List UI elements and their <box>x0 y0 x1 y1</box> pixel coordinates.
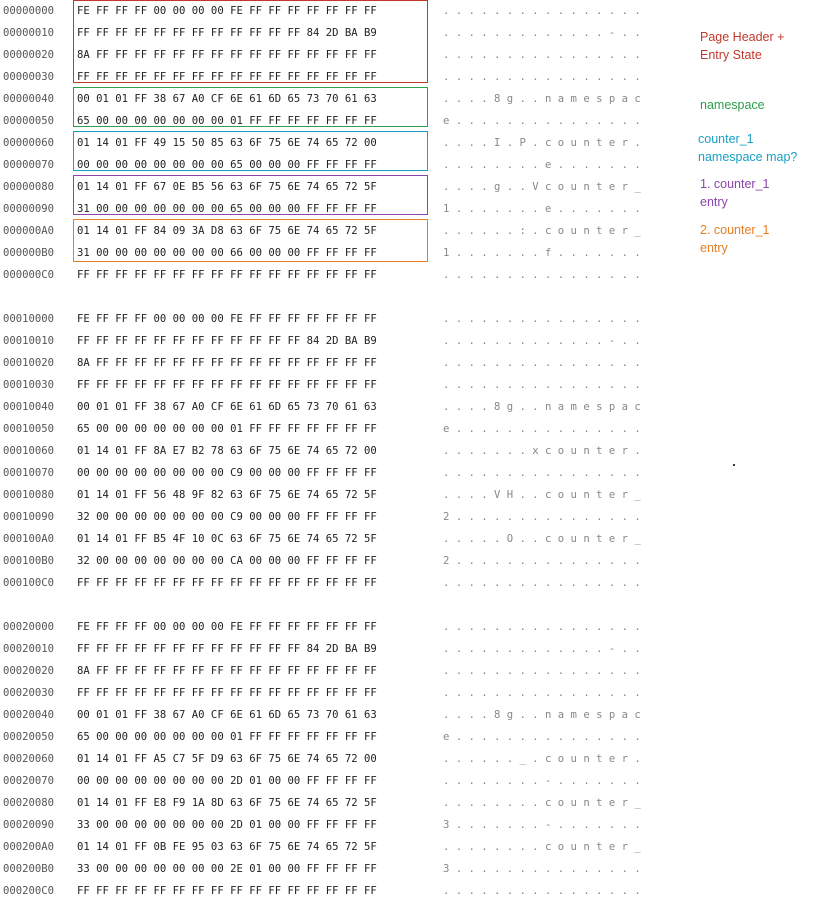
hex-row-address: 00000010 <box>3 27 55 39</box>
hex-row-address: 000000B0 <box>3 247 55 259</box>
hex-row-bytes: 01 14 01 FF 56 48 9F 82 63 6F 75 6E 74 65 72 5F <box>77 489 377 501</box>
hex-row-address: 00020000 <box>3 621 55 633</box>
hex-row-ascii: . . . . 8 g . . n a m e s p a c <box>443 709 641 721</box>
hex-row-bytes: 01 14 01 FF E8 F9 1A 8D 63 6F 75 6E 74 65 72 5F <box>77 797 377 809</box>
hex-row <box>0 814 700 836</box>
hex-row-bytes: FF FF FF FF FF FF FF FF FF FF FF FF FF FF FF FF <box>77 577 377 589</box>
annotation-namespace-line1: namespace <box>700 98 765 112</box>
hex-row <box>0 682 700 704</box>
hex-row-address: 00010030 <box>3 379 55 391</box>
hex-row-ascii: 1 . . . . . . . f . . . . . . . <box>443 247 641 259</box>
hex-row-bytes: 65 00 00 00 00 00 00 00 01 FF FF FF FF FF FF FF <box>77 731 377 743</box>
hex-row-ascii: . . . . . . . . . . . . . . . . <box>443 71 641 83</box>
hex-row-bytes: 8A FF FF FF FF FF FF FF FF FF FF FF FF FF FF FF <box>77 665 377 677</box>
hex-row-address: 00000020 <box>3 49 55 61</box>
annotation-header <box>700 28 784 64</box>
hex-row-bytes: 00 01 01 FF 38 67 A0 CF 6E 61 6D 65 73 70 61 63 <box>77 709 377 721</box>
hex-row <box>0 660 700 682</box>
hex-row-bytes: FF FF FF FF FF FF FF FF FF FF FF FF FF FF FF FF <box>77 687 377 699</box>
hex-row-ascii: . . . . . . . . . . . . . - . . <box>443 335 641 347</box>
hex-row-ascii: . . . . . . . . . . . . . . . . <box>443 49 641 61</box>
namespace-map-highlight-box <box>73 131 428 171</box>
hex-row-address: 00000030 <box>3 71 55 83</box>
hex-row <box>0 396 700 418</box>
hex-row <box>0 572 700 594</box>
hex-row-address: 00010010 <box>3 335 55 347</box>
header-highlight-box <box>73 0 428 83</box>
hex-row-address: 00010000 <box>3 313 55 325</box>
hex-row-bytes: 01 14 01 FF 84 09 3A D8 63 6F 75 6E 74 65 72 5F <box>77 225 377 237</box>
hex-row-bytes: 65 00 00 00 00 00 00 00 01 FF FF FF FF FF FF FF <box>77 423 377 435</box>
hex-row-bytes: FE FF FF FF 00 00 00 00 FE FF FF FF FF FF FF FF <box>77 621 377 633</box>
hex-row-ascii: . . . . 8 g . . n a m e s p a c <box>443 93 641 105</box>
hex-row-ascii: . . . . . . . . . . . . . . . . <box>443 313 641 325</box>
hex-row-bytes: 00 01 01 FF 38 67 A0 CF 6E 61 6D 65 73 70 61 63 <box>77 93 377 105</box>
hex-row-ascii: 3 . . . . . . . - . . . . . . . <box>443 819 641 831</box>
hex-row-bytes: 01 14 01 FF 0B FE 95 03 63 6F 75 6E 74 65 72 5F <box>77 841 377 853</box>
annotation-entry1-line2: entry <box>700 195 728 209</box>
annotation-map-line1: counter_1 <box>698 132 754 146</box>
hex-row-ascii: . . . . . . _ . c o u n t e r . <box>443 753 641 765</box>
hex-row-ascii: 2 . . . . . . . . . . . . . . . <box>443 555 641 567</box>
namespace-highlight-box <box>73 87 428 127</box>
hex-row-address: 000200A0 <box>3 841 55 853</box>
hex-row-ascii: e . . . . . . . . . . . . . . . <box>443 115 641 127</box>
hex-row <box>0 462 700 484</box>
annotation-entry1-line1: 1. counter_1 <box>700 177 770 191</box>
hex-row-address: 00010060 <box>3 445 55 457</box>
hex-row-bytes: 00 00 00 00 00 00 00 00 C9 00 00 00 FF FF FF FF <box>77 467 377 479</box>
hex-row-address: 00020030 <box>3 687 55 699</box>
hex-row-address: 00020020 <box>3 665 55 677</box>
hex-row-bytes: 32 00 00 00 00 00 00 00 C9 00 00 00 FF FF FF FF <box>77 511 377 523</box>
hex-row-address: 00000040 <box>3 93 55 105</box>
hex-row-ascii: . . . . . . . . . . . . . . . . <box>443 379 641 391</box>
hex-row <box>0 792 700 814</box>
annotation-entry1 <box>700 175 770 211</box>
hex-row-bytes: FE FF FF FF 00 00 00 00 FE FF FF FF FF FF FF FF <box>77 313 377 325</box>
hex-row-address: 00010020 <box>3 357 55 369</box>
annotation-header-line1: Page Header + <box>700 30 785 44</box>
hex-row-bytes: 01 14 01 FF 67 0E B5 56 63 6F 75 6E 74 65 72 5F <box>77 181 377 193</box>
hex-row-address: 00020080 <box>3 797 55 809</box>
hex-row <box>0 330 700 352</box>
hex-row-ascii: . . . . . . . . - . . . . . . . <box>443 775 641 787</box>
hex-row-bytes: FF FF FF FF FF FF FF FF FF FF FF FF 84 2D BA B9 <box>77 643 377 655</box>
hex-row-address: 000000A0 <box>3 225 55 237</box>
hex-row-bytes: 00 00 00 00 00 00 00 00 2D 01 00 00 FF FF FF FF <box>77 775 377 787</box>
hex-row-ascii: 2 . . . . . . . . . . . . . . . <box>443 511 641 523</box>
hex-row <box>0 374 700 396</box>
annotation-namespace <box>700 96 765 114</box>
hex-row-address: 00010070 <box>3 467 55 479</box>
hex-row-bytes: FF FF FF FF FF FF FF FF FF FF FF FF 84 2D BA B9 <box>77 27 377 39</box>
hex-row <box>0 528 700 550</box>
hex-row-bytes: 8A FF FF FF FF FF FF FF FF FF FF FF FF FF FF FF <box>77 357 377 369</box>
hex-row-bytes: 01 14 01 FF 8A E7 B2 78 63 6F 75 6E 74 65 72 00 <box>77 445 377 457</box>
hex-row-ascii: . . . . . . . . . . . . . . . . <box>443 467 641 479</box>
hex-row <box>0 440 700 462</box>
hex-row-address: 00020040 <box>3 709 55 721</box>
hex-row <box>0 880 700 902</box>
hex-row <box>0 858 700 880</box>
hex-row-ascii: . . . . . . . . . . . . . - . . <box>443 27 641 39</box>
hex-row-address: 00000080 <box>3 181 55 193</box>
hex-row-bytes: 33 00 00 00 00 00 00 00 2E 01 00 00 FF FF FF FF <box>77 863 377 875</box>
entry2-highlight-box <box>73 219 428 262</box>
annotation-entry2 <box>700 221 770 257</box>
hex-row <box>0 308 700 330</box>
hex-row <box>0 352 700 374</box>
hex-row-ascii: . . . . 8 g . . n a m e s p a c <box>443 401 641 413</box>
annotation-entry2-line2: entry <box>700 241 728 255</box>
hex-row-bytes: 00 01 01 FF 38 67 A0 CF 6E 61 6D 65 73 70 61 63 <box>77 401 377 413</box>
hex-row-bytes: FF FF FF FF FF FF FF FF FF FF FF FF FF FF FF FF <box>77 269 377 281</box>
hex-row-bytes: 8A FF FF FF FF FF FF FF FF FF FF FF FF FF FF FF <box>77 49 377 61</box>
hex-row-bytes: FF FF FF FF FF FF FF FF FF FF FF FF FF FF FF FF <box>77 379 377 391</box>
hex-row <box>0 506 700 528</box>
hex-row <box>0 704 700 726</box>
hex-row-address: 00000000 <box>3 5 55 17</box>
hex-row <box>0 836 700 858</box>
hex-row-ascii: . . . . . . . . . . . . . . . . <box>443 5 641 17</box>
hex-row-ascii: . . . . g . . V c o u n t e r _ <box>443 181 641 193</box>
hex-row-bytes: 65 00 00 00 00 00 00 00 01 FF FF FF FF FF FF FF <box>77 115 377 127</box>
hex-row <box>0 418 700 440</box>
hex-row <box>0 726 700 748</box>
hex-row-address: 00010080 <box>3 489 55 501</box>
hex-row-bytes: FE FF FF FF 00 00 00 00 FE FF FF FF FF FF FF FF <box>77 5 377 17</box>
hex-row-ascii: e . . . . . . . . . . . . . . . <box>443 731 641 743</box>
hex-row-ascii: . . . . . . . . c o u n t e r _ <box>443 841 641 853</box>
hex-row-ascii: 3 . . . . . . . . . . . . . . . <box>443 863 641 875</box>
hex-row-address: 00010090 <box>3 511 55 523</box>
hex-row-ascii: e . . . . . . . . . . . . . . . <box>443 423 641 435</box>
hex-row <box>0 550 700 572</box>
hex-row <box>0 484 700 506</box>
hex-row-ascii: . . . . . . . . . . . . . - . . <box>443 643 641 655</box>
hex-row-bytes: 31 00 00 00 00 00 00 00 65 00 00 00 FF FF FF FF <box>77 203 377 215</box>
hex-row-ascii: . . . . . . . . c o u n t e r _ <box>443 797 641 809</box>
hex-row-ascii: . . . . V H . . c o u n t e r _ <box>443 489 641 501</box>
hex-row-ascii: . . . . . . . . . . . . . . . . <box>443 665 641 677</box>
hex-row-bytes: 01 14 01 FF 49 15 50 85 63 6F 75 6E 74 65 72 00 <box>77 137 377 149</box>
hex-row-bytes: 32 00 00 00 00 00 00 00 CA 00 00 00 FF FF FF FF <box>77 555 377 567</box>
hex-row <box>0 264 700 286</box>
hex-row-ascii: . . . . . . . . . . . . . . . . <box>443 885 641 897</box>
annotation-entry2-line1: 2. counter_1 <box>700 223 770 237</box>
hex-row-ascii: . . . . . O . . c o u n t e r _ <box>443 533 641 545</box>
hex-row-bytes: FF FF FF FF FF FF FF FF FF FF FF FF FF FF FF FF <box>77 71 377 83</box>
hex-row-bytes: 00 00 00 00 00 00 00 00 65 00 00 00 FF FF FF FF <box>77 159 377 171</box>
hex-row-address: 000100B0 <box>3 555 55 567</box>
hex-row-address: 00010050 <box>3 423 55 435</box>
hex-row-bytes: 33 00 00 00 00 00 00 00 2D 01 00 00 FF FF FF FF <box>77 819 377 831</box>
hex-row-address: 00020060 <box>3 753 55 765</box>
hex-row <box>0 638 700 660</box>
hex-row-bytes: 01 14 01 FF A5 C7 5F D9 63 6F 75 6E 74 65 72 00 <box>77 753 377 765</box>
hex-row-address: 00020010 <box>3 643 55 655</box>
hex-row-ascii: . . . . I . P . c o u n t e r . <box>443 137 641 149</box>
hex-row-ascii: . . . . . . . x c o u n t e r . <box>443 445 641 457</box>
hex-row-address: 00000050 <box>3 115 55 127</box>
hex-row-address: 000100C0 <box>3 577 55 589</box>
hex-row-ascii: . . . . . . . . . . . . . . . . <box>443 687 641 699</box>
hex-row-address: 00020090 <box>3 819 55 831</box>
entry1-highlight-box <box>73 175 428 215</box>
hex-row-ascii: . . . . . . . . e . . . . . . . <box>443 159 641 171</box>
hex-row-bytes: FF FF FF FF FF FF FF FF FF FF FF FF 84 2D BA B9 <box>77 335 377 347</box>
hex-row-address: 00020070 <box>3 775 55 787</box>
hex-row <box>0 748 700 770</box>
hex-row-bytes: 31 00 00 00 00 00 00 00 66 00 00 00 FF FF FF FF <box>77 247 377 259</box>
hex-row-ascii: 1 . . . . . . . e . . . . . . . <box>443 203 641 215</box>
hex-row-ascii: . . . . . . . . . . . . . . . . <box>443 269 641 281</box>
hex-row-bytes: FF FF FF FF FF FF FF FF FF FF FF FF FF FF FF FF <box>77 885 377 897</box>
annotation-map-line2: namespace map? <box>698 150 798 164</box>
hex-row-address: 000200C0 <box>3 885 55 897</box>
annotation-header-line2: Entry State <box>700 48 762 62</box>
hex-row-address: 000100A0 <box>3 533 55 545</box>
hex-row-ascii: . . . . . . . . . . . . . . . . <box>443 357 641 369</box>
hex-row-ascii: . . . . . . . . . . . . . . . . <box>443 621 641 633</box>
hex-row-address: 00000060 <box>3 137 55 149</box>
hex-row-bytes: 01 14 01 FF B5 4F 10 0C 63 6F 75 6E 74 65 72 5F <box>77 533 377 545</box>
hex-row <box>0 770 700 792</box>
hex-row-address: 000200B0 <box>3 863 55 875</box>
hex-row-address: 000000C0 <box>3 269 55 281</box>
annotation-map <box>698 130 797 166</box>
hex-row-ascii: . . . . . . . . . . . . . . . . <box>443 577 641 589</box>
hex-row <box>0 616 700 638</box>
hex-row-address: 00010040 <box>3 401 55 413</box>
hex-row-ascii: . . . . . . : . c o u n t e r _ <box>443 225 641 237</box>
hex-row-address: 00020050 <box>3 731 55 743</box>
hex-row-address: 00000090 <box>3 203 55 215</box>
stray-dot <box>733 464 735 466</box>
hex-row-address: 00000070 <box>3 159 55 171</box>
